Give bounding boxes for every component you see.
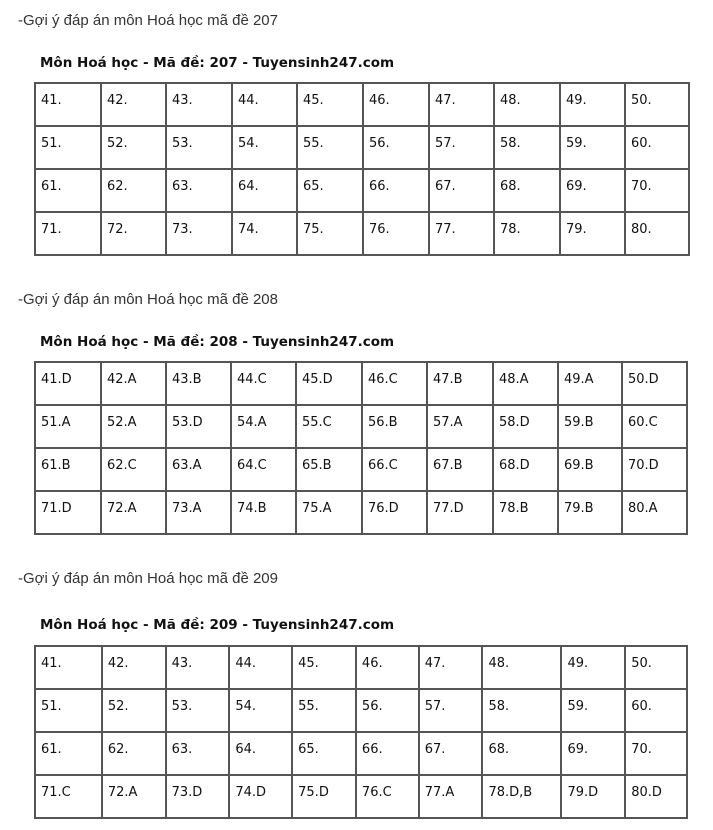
answer-text: 79.D bbox=[567, 785, 599, 800]
answer-text: 43. bbox=[172, 93, 193, 108]
answer-cell bbox=[166, 689, 230, 732]
answer-text: 49.A bbox=[564, 372, 594, 387]
table-row bbox=[35, 732, 687, 775]
answer-text: 79. bbox=[566, 222, 587, 237]
answer-text: 48. bbox=[488, 656, 510, 671]
answer-cell bbox=[429, 126, 494, 169]
answer-cell bbox=[356, 775, 419, 818]
answer-text: 60. bbox=[631, 136, 652, 151]
answer-cell bbox=[35, 169, 101, 212]
answer-text: 63. bbox=[172, 179, 193, 194]
answer-cell bbox=[362, 405, 427, 448]
answer-cell bbox=[363, 126, 429, 169]
answer-cell bbox=[292, 689, 356, 732]
answer-cell bbox=[429, 169, 494, 212]
answer-cell bbox=[560, 169, 625, 212]
answer-text: 52.A bbox=[107, 415, 137, 430]
answer-text: 41.D bbox=[41, 372, 72, 387]
answer-cell bbox=[427, 448, 493, 491]
answer-text: 59.B bbox=[564, 415, 594, 430]
answer-text: 45. bbox=[298, 656, 319, 671]
answer-cell bbox=[560, 126, 625, 169]
answer-cell bbox=[296, 362, 362, 405]
answer-cell bbox=[101, 491, 166, 534]
section-heading-209: -Gợi ý đáp án môn Hoá học mã đề 209 bbox=[18, 570, 278, 587]
answer-text: 56.B bbox=[368, 415, 398, 430]
answer-cell bbox=[493, 405, 558, 448]
answer-text: 77.D bbox=[433, 501, 464, 516]
answer-text: 62.C bbox=[107, 458, 137, 473]
answer-cell bbox=[482, 732, 561, 775]
answer-text: 55.C bbox=[302, 415, 332, 430]
answer-text: 71.D bbox=[41, 501, 72, 516]
answer-text: 74.B bbox=[237, 501, 267, 516]
answer-cell bbox=[232, 169, 297, 212]
answer-cell bbox=[482, 646, 561, 689]
answer-cell bbox=[427, 362, 493, 405]
answer-text: 65.B bbox=[302, 458, 332, 473]
answer-cell bbox=[101, 169, 166, 212]
answer-text: 58. bbox=[500, 136, 521, 151]
answer-text: 61. bbox=[41, 179, 62, 194]
answer-cell bbox=[494, 212, 560, 255]
answer-cell bbox=[560, 212, 625, 255]
answer-cell bbox=[35, 732, 102, 775]
answer-text: 69.B bbox=[564, 458, 594, 473]
answer-cell bbox=[419, 775, 483, 818]
answer-text: 66. bbox=[369, 179, 390, 194]
answer-cell bbox=[35, 362, 101, 405]
answer-text: 79.B bbox=[564, 501, 594, 516]
answer-text: 50. bbox=[631, 93, 652, 108]
answer-cell bbox=[297, 83, 363, 126]
table-row bbox=[35, 169, 689, 212]
answer-cell bbox=[166, 646, 230, 689]
answer-cell bbox=[166, 448, 231, 491]
answer-text: 76.D bbox=[368, 501, 399, 516]
table-row bbox=[35, 405, 687, 448]
answer-text: 61.B bbox=[41, 458, 71, 473]
answer-cell bbox=[427, 491, 493, 534]
answer-cell bbox=[561, 732, 625, 775]
answer-text: 48. bbox=[500, 93, 521, 108]
answer-text: 72.A bbox=[107, 785, 138, 800]
answer-text: 80.A bbox=[628, 501, 658, 516]
answer-cell bbox=[625, 83, 689, 126]
answer-cell bbox=[561, 646, 625, 689]
answer-cell bbox=[231, 448, 296, 491]
answer-cell bbox=[356, 646, 419, 689]
answer-cell bbox=[166, 732, 230, 775]
answer-cell bbox=[292, 775, 356, 818]
answer-text: 51.A bbox=[41, 415, 71, 430]
answer-cell bbox=[232, 126, 297, 169]
answer-cell bbox=[493, 491, 558, 534]
answer-cell bbox=[232, 83, 297, 126]
answer-cell bbox=[625, 169, 689, 212]
answer-text: 54. bbox=[238, 136, 259, 151]
answer-cell bbox=[625, 646, 687, 689]
answer-cell bbox=[229, 775, 292, 818]
answer-cell bbox=[166, 83, 232, 126]
answer-cell bbox=[35, 775, 102, 818]
answer-cell bbox=[493, 362, 558, 405]
answer-text: 75. bbox=[303, 222, 324, 237]
answer-cell bbox=[229, 689, 292, 732]
answer-cell bbox=[229, 732, 292, 775]
answer-text: 42. bbox=[107, 656, 129, 671]
table-row bbox=[35, 775, 687, 818]
answer-text: 75.D bbox=[298, 785, 329, 800]
answer-text: 74.D bbox=[235, 785, 267, 800]
answer-text: 61. bbox=[41, 742, 62, 757]
answer-cell bbox=[625, 126, 689, 169]
answer-text: 73.A bbox=[172, 501, 202, 516]
answer-cell bbox=[561, 775, 625, 818]
answer-cell bbox=[427, 405, 493, 448]
table-row bbox=[35, 362, 687, 405]
answer-text: 44.C bbox=[237, 372, 267, 387]
table-row bbox=[35, 646, 687, 689]
answer-cell bbox=[363, 169, 429, 212]
answer-text: 78.B bbox=[499, 501, 529, 516]
answer-cell bbox=[102, 646, 166, 689]
table-row bbox=[35, 491, 687, 534]
answer-cell bbox=[493, 448, 558, 491]
answer-cell bbox=[362, 448, 427, 491]
answer-cell bbox=[625, 689, 687, 732]
answer-cell bbox=[419, 646, 483, 689]
answer-text: 43. bbox=[171, 656, 193, 671]
answer-text: 41. bbox=[41, 656, 62, 671]
answer-text: 51. bbox=[41, 136, 62, 151]
answer-cell bbox=[625, 212, 689, 255]
answer-cell bbox=[482, 689, 561, 732]
answer-cell bbox=[102, 689, 166, 732]
answer-text: 76. bbox=[369, 222, 390, 237]
answer-text: 68. bbox=[500, 179, 521, 194]
answer-text: 56. bbox=[369, 136, 390, 151]
answer-cell bbox=[558, 491, 622, 534]
answer-cell bbox=[35, 405, 101, 448]
answer-cell bbox=[362, 491, 427, 534]
answer-cell bbox=[101, 448, 166, 491]
answer-text: 58.D bbox=[499, 415, 530, 430]
answer-text: 80. bbox=[631, 222, 652, 237]
answer-text: 42.A bbox=[107, 372, 137, 387]
table-title-209: Môn Hoá học - Mã đề: 209 - Tuyensinh247.com bbox=[40, 617, 395, 633]
answer-text: 52. bbox=[107, 699, 129, 714]
answer-text: 60.C bbox=[628, 415, 658, 430]
answer-text: 57. bbox=[435, 136, 456, 151]
answer-text: 44. bbox=[235, 656, 257, 671]
answer-text: 59. bbox=[567, 699, 589, 714]
section-heading-207: -Gợi ý đáp án môn Hoá học mã đề 207 bbox=[18, 12, 278, 29]
answer-cell bbox=[419, 689, 483, 732]
answer-text: 49. bbox=[567, 656, 589, 671]
answer-text: 63.A bbox=[172, 458, 202, 473]
answer-text: 47.B bbox=[433, 372, 463, 387]
answer-cell bbox=[625, 775, 687, 818]
answer-cell bbox=[296, 448, 362, 491]
answer-cell bbox=[35, 646, 102, 689]
answer-text: 47. bbox=[435, 93, 456, 108]
answer-cell bbox=[35, 491, 101, 534]
answer-cell bbox=[363, 83, 429, 126]
answer-text: 62. bbox=[107, 179, 128, 194]
answer-cell bbox=[166, 169, 232, 212]
answer-cell bbox=[356, 732, 419, 775]
answer-cell bbox=[482, 775, 561, 818]
answer-text: 63. bbox=[171, 742, 193, 757]
answer-cell bbox=[292, 646, 356, 689]
answer-text: 42. bbox=[107, 93, 128, 108]
answer-text: 43.B bbox=[172, 372, 202, 387]
answer-cell bbox=[102, 775, 166, 818]
answer-cell bbox=[166, 405, 231, 448]
answer-text: 64. bbox=[238, 179, 259, 194]
answer-text: 71.C bbox=[41, 785, 71, 800]
answer-cell bbox=[560, 83, 625, 126]
answer-text: 72. bbox=[107, 222, 128, 237]
answer-cell bbox=[35, 689, 102, 732]
answer-cell bbox=[558, 362, 622, 405]
table-row bbox=[35, 126, 689, 169]
table-title-208: Môn Hoá học - Mã đề: 208 - Tuyensinh247.com bbox=[40, 334, 395, 350]
answer-text: 68. bbox=[488, 742, 510, 757]
answer-text: 72.A bbox=[107, 501, 137, 516]
answer-text: 65. bbox=[303, 179, 324, 194]
answer-cell bbox=[494, 169, 560, 212]
answer-cell bbox=[494, 126, 560, 169]
answer-text: 76.C bbox=[361, 785, 392, 800]
answer-cell bbox=[558, 405, 622, 448]
answer-cell bbox=[429, 83, 494, 126]
answer-text: 66. bbox=[361, 742, 383, 757]
answer-cell bbox=[625, 732, 687, 775]
answer-text: 53. bbox=[171, 699, 193, 714]
answer-text: 70. bbox=[631, 179, 652, 194]
answer-text: 57.A bbox=[433, 415, 463, 430]
section-heading-208: -Gợi ý đáp án môn Hoá học mã đề 208 bbox=[18, 291, 278, 308]
answer-text: 73. bbox=[172, 222, 193, 237]
answer-text: 62. bbox=[107, 742, 129, 757]
answer-text: 48.A bbox=[499, 372, 529, 387]
answer-cell bbox=[363, 212, 429, 255]
answer-cell bbox=[166, 126, 232, 169]
answer-text: 54.A bbox=[237, 415, 267, 430]
answer-cell bbox=[494, 83, 560, 126]
answer-cell bbox=[231, 405, 296, 448]
answer-text: 46. bbox=[369, 93, 390, 108]
answer-text: 44. bbox=[238, 93, 259, 108]
answer-text: 80.D bbox=[631, 785, 662, 800]
answer-text: 78.D,B bbox=[488, 785, 533, 800]
answer-text: 52. bbox=[107, 136, 128, 151]
answer-cell bbox=[297, 126, 363, 169]
answer-text: 77. bbox=[435, 222, 456, 237]
answer-cell bbox=[101, 212, 166, 255]
answer-text: 67. bbox=[424, 742, 446, 757]
answer-text: 67. bbox=[435, 179, 456, 194]
answer-cell bbox=[101, 126, 166, 169]
answer-text: 75.A bbox=[302, 501, 332, 516]
answer-cell bbox=[622, 362, 687, 405]
answer-cell bbox=[622, 448, 687, 491]
table-title-207: Môn Hoá học - Mã đề: 207 - Tuyensinh247.com bbox=[40, 55, 395, 71]
answer-text: 53. bbox=[172, 136, 193, 151]
answer-text: 50.D bbox=[628, 372, 659, 387]
answer-table-209 bbox=[34, 645, 688, 819]
answer-cell bbox=[166, 775, 230, 818]
answer-cell bbox=[102, 732, 166, 775]
answer-text: 54. bbox=[235, 699, 257, 714]
answer-text: 74. bbox=[238, 222, 259, 237]
answer-text: 71. bbox=[41, 222, 62, 237]
answer-text: 69. bbox=[567, 742, 589, 757]
answer-text: 55. bbox=[303, 136, 324, 151]
table-row bbox=[35, 83, 689, 126]
answer-cell bbox=[558, 448, 622, 491]
answer-cell bbox=[232, 212, 297, 255]
answer-text: 69. bbox=[566, 179, 587, 194]
answer-text: 55. bbox=[298, 699, 319, 714]
answer-cell bbox=[101, 362, 166, 405]
answer-cell bbox=[101, 83, 166, 126]
answer-cell bbox=[231, 491, 296, 534]
answer-cell bbox=[296, 405, 362, 448]
answer-cell bbox=[419, 732, 483, 775]
table-row bbox=[35, 689, 687, 732]
answer-text: 51. bbox=[41, 699, 62, 714]
answer-text: 67.B bbox=[433, 458, 463, 473]
answer-cell bbox=[35, 212, 101, 255]
answer-text: 45.D bbox=[302, 372, 333, 387]
answer-text: 66.C bbox=[368, 458, 398, 473]
answer-cell bbox=[166, 212, 232, 255]
answer-cell bbox=[362, 362, 427, 405]
answer-cell bbox=[35, 126, 101, 169]
answer-table-208 bbox=[34, 361, 688, 535]
answer-text: 68.D bbox=[499, 458, 530, 473]
answer-cell bbox=[166, 362, 231, 405]
answer-text: 50. bbox=[631, 656, 652, 671]
answer-text: 64.C bbox=[237, 458, 267, 473]
answer-cell bbox=[297, 169, 363, 212]
answer-cell bbox=[35, 83, 101, 126]
answer-text: 49. bbox=[566, 93, 587, 108]
answer-cell bbox=[101, 405, 166, 448]
answer-text: 57. bbox=[424, 699, 446, 714]
answer-cell bbox=[229, 646, 292, 689]
answer-text: 41. bbox=[41, 93, 62, 108]
answer-text: 56. bbox=[361, 699, 383, 714]
answer-table-207 bbox=[34, 82, 690, 256]
answer-text: 53.D bbox=[172, 415, 203, 430]
answer-cell bbox=[561, 689, 625, 732]
answer-text: 46.C bbox=[368, 372, 398, 387]
answer-text: 73.D bbox=[171, 785, 203, 800]
answer-text: 47. bbox=[424, 656, 446, 671]
answer-text: 60. bbox=[631, 699, 652, 714]
answer-cell bbox=[429, 212, 494, 255]
answer-cell bbox=[166, 491, 231, 534]
answer-text: 64. bbox=[235, 742, 257, 757]
answer-cell bbox=[297, 212, 363, 255]
answer-text: 45. bbox=[303, 93, 324, 108]
answer-cell bbox=[292, 732, 356, 775]
answer-cell bbox=[622, 491, 687, 534]
answer-text: 70. bbox=[631, 742, 652, 757]
answer-text: 58. bbox=[488, 699, 510, 714]
table-row bbox=[35, 448, 687, 491]
answer-cell bbox=[622, 405, 687, 448]
answer-text: 65. bbox=[298, 742, 319, 757]
answer-text: 46. bbox=[361, 656, 383, 671]
table-row bbox=[35, 212, 689, 255]
answer-text: 59. bbox=[566, 136, 587, 151]
answer-cell bbox=[231, 362, 296, 405]
answer-text: 77.A bbox=[424, 785, 455, 800]
answer-text: 70.D bbox=[628, 458, 659, 473]
answer-cell bbox=[35, 448, 101, 491]
answer-cell bbox=[296, 491, 362, 534]
answer-text: 78. bbox=[500, 222, 521, 237]
answer-cell bbox=[356, 689, 419, 732]
